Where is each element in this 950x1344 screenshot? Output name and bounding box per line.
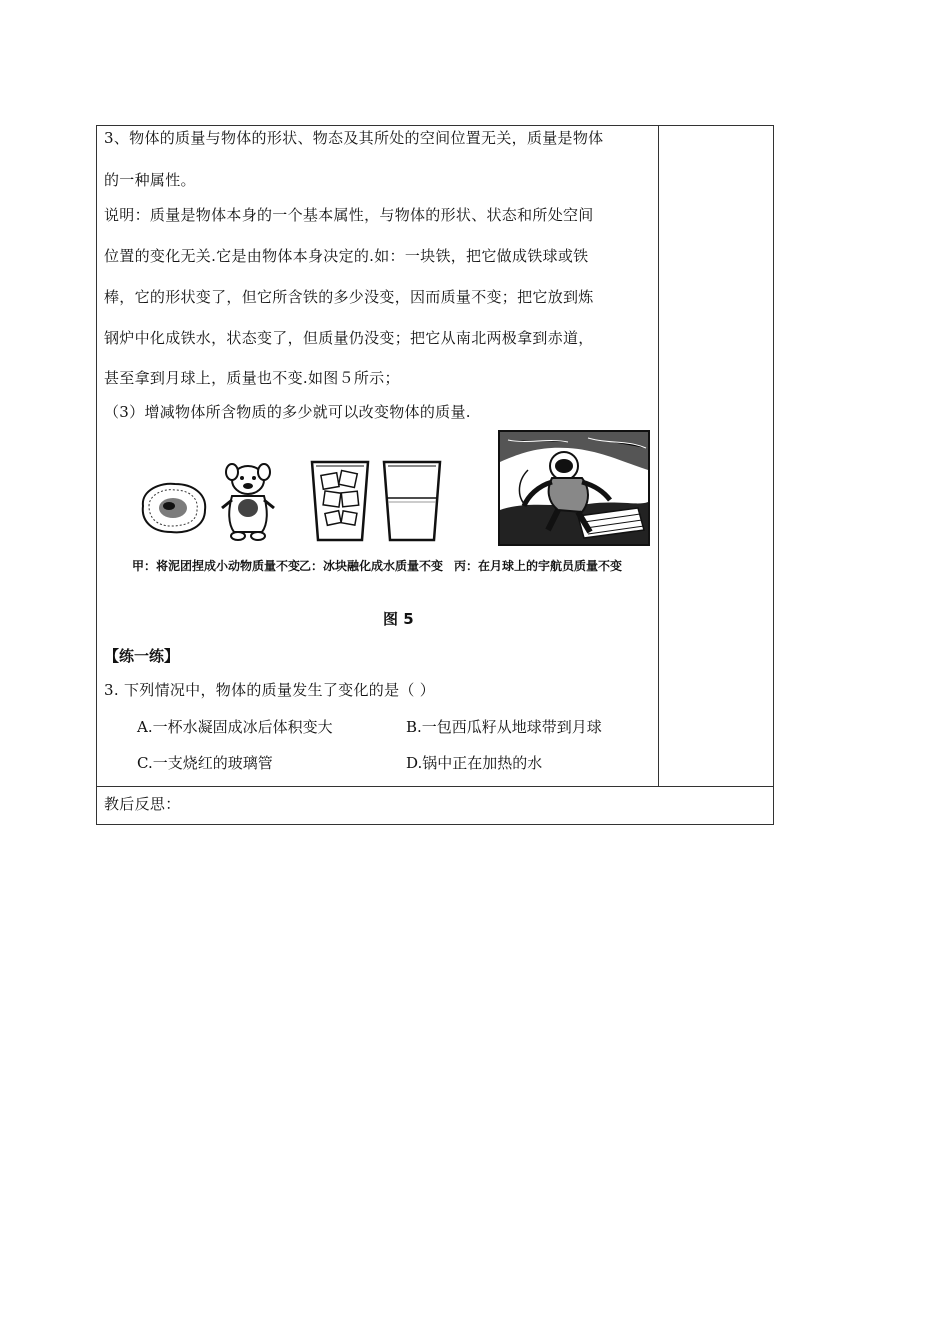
practice-question: 3. 下列情况中，物体的质量发生了变化的是（ ） (104, 681, 436, 699)
option-b: B.一包西瓜籽从地球带到月球 (406, 718, 602, 736)
figure-label: 图 5 (383, 610, 414, 628)
caption-ice: 乙：冰块融化成水质量不变 (299, 559, 444, 573)
reflection-label: 教后反思： (104, 795, 181, 813)
note-line-2: 位置的变化无关.它是由物体本身决定的.如：一块铁，把它做成铁球或铁 (104, 247, 589, 265)
option-c: C.一支烧红的玻璃管 (137, 754, 273, 772)
point-3: （3）增减物体所含物质的多少就可以改变物体的质量. (104, 403, 471, 421)
clay-lump-illustration (135, 478, 211, 538)
note-line-5: 甚至拿到月球上，质量也不变.如图５所示； (104, 369, 400, 387)
section3-line1: 3、物体的质量与物体的形状、物态及其所处的空间位置无关，质量是物体 (104, 129, 604, 147)
practice-heading: 【练一练】 (104, 647, 180, 665)
caption-astronaut: 丙：在月球上的宇航员质量不变 (454, 559, 623, 573)
note-line-4: 钢炉中化成铁水，状态变了，但质量仍没变；把它从南北两极拿到赤道， (104, 329, 594, 347)
note-line-1: 说明：质量是物体本身的一个基本属性，与物体的形状、状态和所处空间 (104, 206, 594, 224)
glass-with-ice-illustration (308, 458, 372, 544)
row-divider (96, 786, 774, 787)
note-line-3: 棒，它的形状变了，但它所含铁的多少没变，因而质量不变；把它放到炼 (104, 288, 594, 306)
option-d: D.锅中正在加热的水 (406, 754, 543, 772)
clay-animal-illustration (218, 460, 278, 542)
caption-clay: 甲：将泥团捏成小动物质量不变 (132, 559, 301, 573)
option-a: A.一杯水凝固成冰后体积变大 (137, 718, 333, 736)
astronaut-on-moon-illustration (498, 430, 650, 546)
column-divider (658, 125, 659, 787)
glass-with-water-illustration (380, 458, 444, 544)
section3-line2: 的一种属性。 (104, 171, 196, 189)
